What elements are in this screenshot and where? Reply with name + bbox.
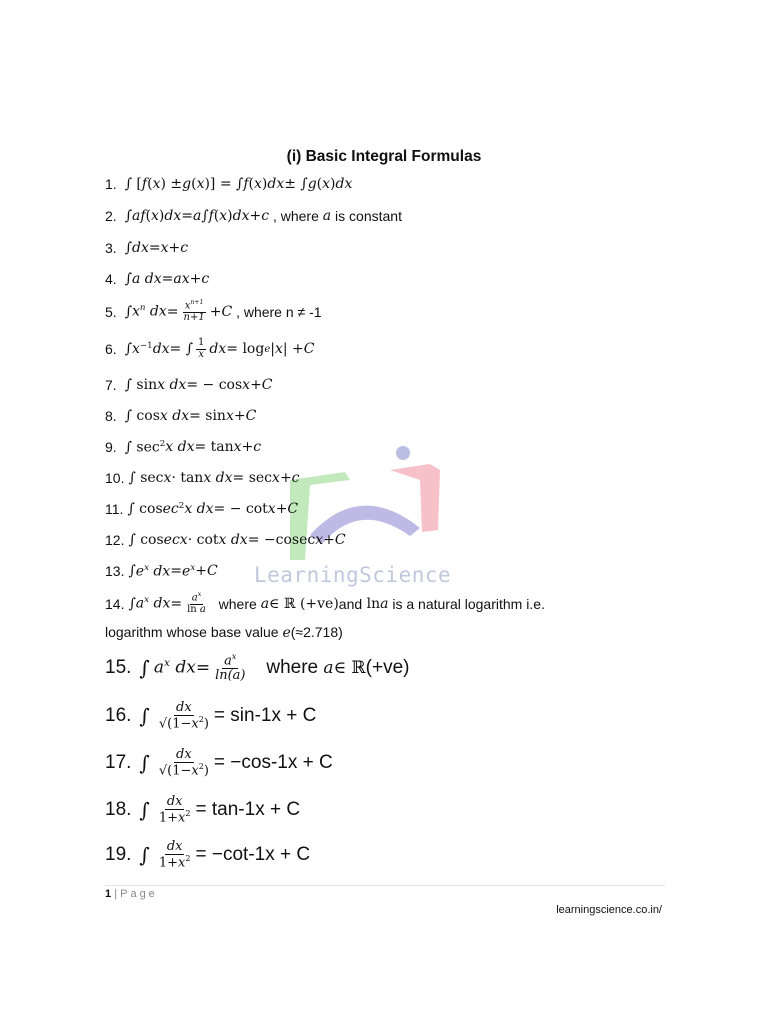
formula-10: 10. ∫ sec x · tan x dx = sec x + c	[105, 470, 300, 486]
formula-11: 11. ∫ cos ec $^2$ x dx = − cot x + C	[105, 501, 299, 518]
formula-16: 16. ∫ $\frac{dx}{√(1-x^2)}$ = sin -1 x + C	[105, 700, 317, 731]
watermark-text: LearningScience	[254, 563, 452, 587]
formula-9: 9. ∫ $\sec^2$ x dx = tan x + c	[105, 439, 262, 456]
formula-14: 14. ∫ $a^x$ dx = $\frac{a^x}{\text{ln a}}$ where a ∈ ℝ (+ve) and ln a is a natural logarithm i.e.	[105, 591, 545, 615]
formula-18: 18. ∫ $\frac{dx}{1+x^2}$ = tan -1 x + C	[105, 794, 301, 825]
footer-divider	[105, 885, 665, 886]
formula-3: 3. ∫ dx = x + c	[105, 240, 189, 256]
formula-8: 8. ∫ cos x dx = sin x + C	[105, 408, 257, 424]
formula-13: 13. ∫ $e^x$ dx = $e^x$ + C	[105, 563, 218, 580]
formula-1: 1. ∫ [ f ( x ) ± g ( x )] = ∫ f ( x ) dx ± ∫ g ( x ) dx	[105, 176, 353, 192]
formula-12: 12. ∫ cos ecx · cot x dx = −cosec x + C	[105, 532, 346, 548]
formula-17: 17. ∫ $\frac{dx}{√(1-x^2)}$ = −cos -1 x + C	[105, 747, 333, 778]
formula-7: 7. ∫ sin x dx = − cos x + C	[105, 377, 273, 393]
footer-site-link[interactable]: learningscience.co.in/	[556, 904, 662, 916]
formula-2: 2. ∫ af ( x ) dx = a ∫ f ( x ) dx + c , where a is constant	[105, 208, 402, 224]
formula-14-continuation: logarithm whose base value e(≈2.718)	[105, 624, 343, 641]
formula-5: 5. ∫ $x^n$ dx = $\frac{x^{n+1}}{n+1}$ + C , where n ≠ -1	[105, 299, 322, 323]
formula-19: 19. ∫ $\frac{dx}{1+x^2}$ = −cot -1 x + C	[105, 839, 311, 870]
formula-6: 6. ∫ x $^{-1}$ dx = ∫ $\frac{1}{x}$ dx = log e | x | + C	[105, 337, 315, 360]
page-number: 1 | Page	[105, 888, 158, 900]
formula-4: 4. ∫ a dx = ax + c	[105, 271, 210, 287]
formula-15: 15. ∫ $a^x$ dx = $\frac{a^x}{\ln(a)}$ where a ∈ ℝ (+ve)	[105, 652, 410, 683]
page-title: (i) Basic Integral Formulas	[286, 148, 482, 165]
